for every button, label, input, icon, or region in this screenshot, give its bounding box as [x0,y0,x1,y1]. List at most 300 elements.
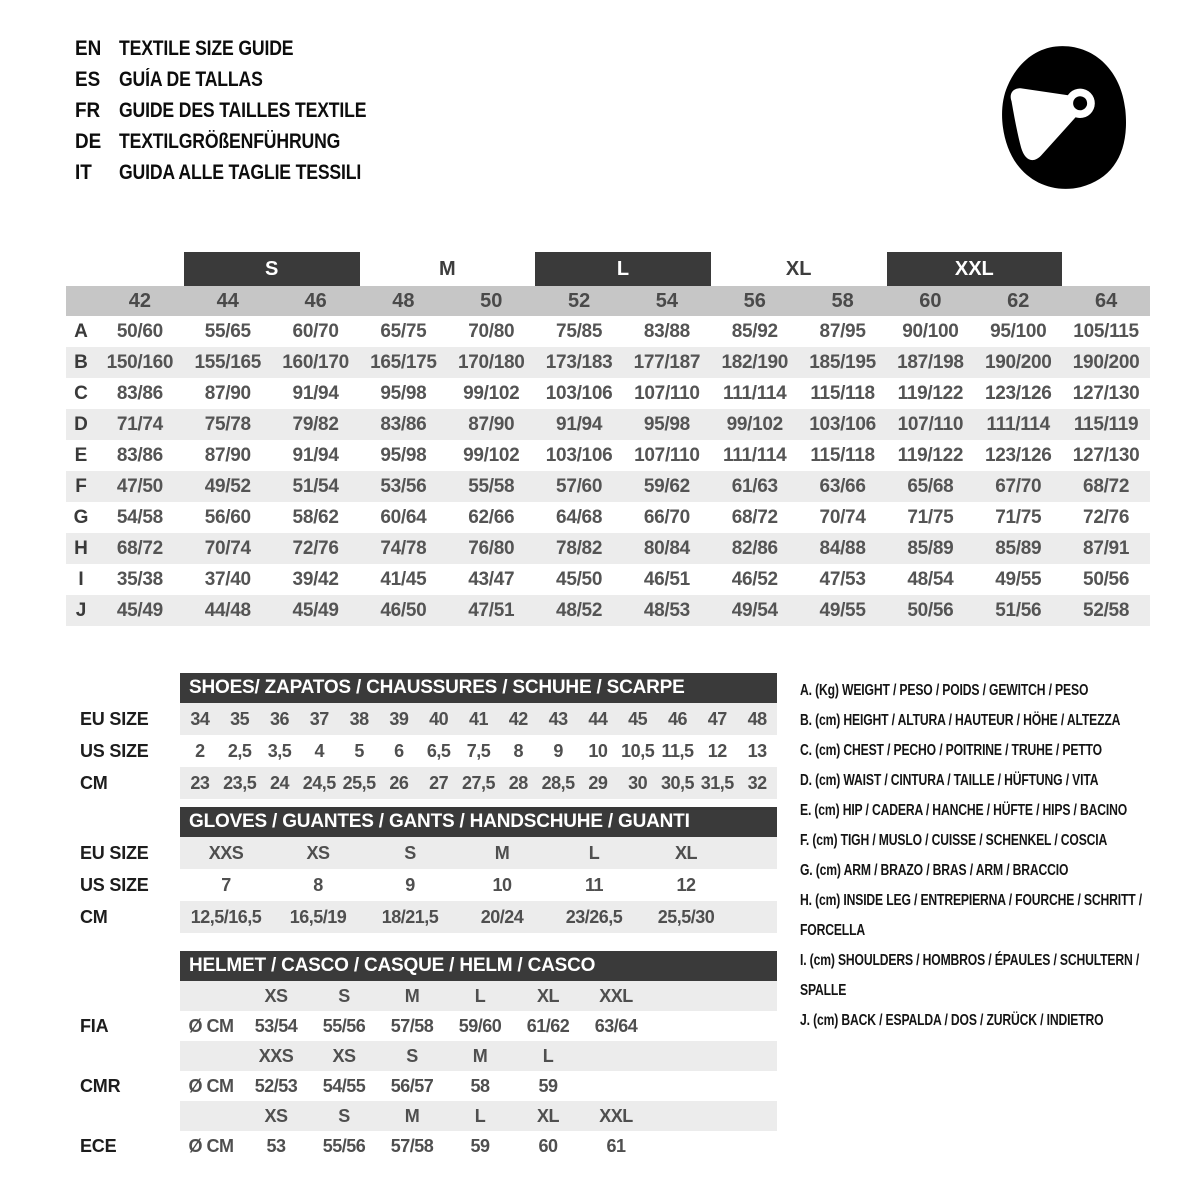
table-cell: 46 [667,708,687,729]
row-cells [180,981,777,1011]
table-cell: 39 [389,708,409,729]
table-cell: 28,5 [541,772,575,793]
size-group-s: S [184,252,360,286]
table-cell: 52/53 [254,1075,298,1096]
size-header-row [80,1101,777,1131]
table-cell: 11,5 [661,740,694,761]
table-cell: 75/78 [204,413,251,435]
language-row [75,126,413,157]
table-cell: 72/76 [1083,506,1130,528]
table-row-label: CM [80,772,108,793]
table-cell: 12,5/16,5 [190,906,262,927]
table-row-label: US SIZE [80,740,149,761]
table-cell: 63/64 [594,1015,638,1036]
row-cells [180,1101,777,1131]
size-column-header: 52 [567,289,591,312]
table-cell: 182/190 [721,351,789,373]
table-cell: 55/56 [322,1015,366,1036]
table-cell: 64/68 [556,506,603,528]
table-cell [180,1101,242,1131]
size-header-cell: S [406,1045,418,1066]
legend-item: C. (cm) CHEST / PECHO / POITRINE / TRUHE / PETTO [800,742,1102,759]
table-cell: 85/92 [731,320,778,342]
table-cell: 173/183 [545,351,613,373]
row-cells [180,1041,777,1071]
table-cell: 49/55 [995,568,1042,590]
table-cell: 60/70 [292,320,339,342]
size-column-header: 54 [655,289,679,312]
table-cell: 119/122 [897,444,964,466]
row-cells [180,837,777,869]
table-cell: XL [674,842,697,863]
table-cell: 79/82 [292,413,339,435]
table-cell: 115/119 [1073,413,1139,435]
language-code: ES [75,67,101,91]
helmet-icon [982,34,1150,206]
table-cell: 35 [230,708,250,729]
row-label: A [74,320,88,342]
table-cell: 44/48 [204,599,251,621]
cells-grid [180,1041,650,1071]
table-cell: 187/198 [897,351,964,373]
table-cell: 46/52 [731,568,778,590]
legend-item: E. (cm) HIP / CADERA / HANCHE / HÜFTE / HIPS / BACINO [800,802,1128,819]
shoes-table [80,672,777,799]
table-cell: 70/80 [468,320,515,342]
table-cell: 119/122 [897,382,964,404]
table-cell: 105/115 [1073,320,1139,342]
table-cell: 165/175 [370,351,437,373]
size-header-cell: L [474,1105,486,1126]
cells-grid [180,837,732,869]
table-cell: 185/195 [809,351,876,373]
table-row [66,409,1150,440]
table-cell: 55/65 [204,320,251,342]
table-cell: 76/80 [468,537,515,559]
size-header-row [80,1041,777,1071]
table-cell: 70/74 [819,506,866,528]
table-cell: 48 [747,708,767,729]
language-code: IT [75,160,92,184]
table-cell: 72/76 [292,537,339,559]
table-cell: 190/200 [1072,351,1140,373]
table-cell: 27 [429,772,449,793]
table-cell: 107/110 [634,444,700,466]
table-cell: 107/110 [897,413,964,435]
table-cell: 47 [707,708,727,729]
table-cell: 12 [707,740,727,761]
size-column-header: 50 [480,289,503,312]
table-cell: 127/130 [1072,382,1140,404]
size-group-xl: XL [785,257,812,280]
table-cell: 61/63 [731,475,778,497]
row-label: I [78,568,84,590]
size-header-cell: XL [536,1105,559,1126]
table-cell: 83/86 [380,413,427,435]
table-cell: 46/51 [643,568,690,590]
table-cell: 87/90 [204,382,251,404]
table-cell: 99/102 [726,413,783,435]
table-cell: 59 [538,1075,558,1096]
table-cell: 44 [588,708,608,729]
table-cell: 95/98 [643,413,690,435]
table-cell: 68/72 [731,506,778,528]
table-row [80,767,777,799]
title-row [80,672,777,703]
row-cells [180,869,777,901]
language-code: DE [75,129,102,153]
size-header-cell: XS [264,985,288,1006]
table-cell: 103/106 [545,382,613,404]
cells-grid [180,1071,650,1101]
table-cell: 99/102 [463,444,520,466]
table-row [66,471,1150,502]
table-cell: 6,5 [426,740,451,761]
size-header-cell: S [338,985,350,1006]
table-cell: 8 [313,874,323,895]
table-cell: 51/56 [995,599,1042,621]
table-row-label: US SIZE [80,874,149,895]
diameter-unit: Ø CM [188,1135,234,1156]
table-cell: 123/126 [984,444,1052,466]
table-cell: 28 [508,772,528,793]
table-cell: 23/26,5 [565,906,623,927]
table-row [66,316,1150,347]
size-header-cell: XXL [599,985,633,1006]
table-cell: 70/74 [204,537,251,559]
table-row [66,347,1150,378]
table-row [66,595,1150,626]
size-group-l: L [535,252,711,286]
table-cell: 7,5 [466,740,491,761]
title-row [80,806,777,837]
table-cell: 45 [628,708,648,729]
table-cell: 10,5 [621,740,655,761]
language-code: EN [75,36,102,60]
diameter-unit: Ø CM [188,1015,234,1036]
table-cell: 18/21,5 [381,906,439,927]
table-cell: 27,5 [461,772,496,793]
size-header-cell: S [338,1105,350,1126]
language-label: GUIDA ALLE TAGLIE TESSILI [119,160,362,184]
size-header-cell: XS [332,1045,356,1066]
table-cell: 95/98 [380,382,427,404]
table-cell: 57/58 [390,1015,434,1036]
language-label: TEXTILE SIZE GUIDE [119,36,294,60]
table-cell: 53/56 [380,475,427,497]
size-column-header: 58 [831,289,854,312]
table-cell: 111/114 [986,413,1050,435]
size-header-cell: M [404,985,420,1006]
table-cell: 60 [538,1135,558,1156]
row-cells [180,735,777,767]
legend-item: A. (Kg) WEIGHT / PESO / POIDS / GEWITCH / PESO [800,682,1089,699]
size-header-row [80,981,777,1011]
size-header-cell: XS [264,1105,288,1126]
row-cells [180,901,777,933]
language-row [75,64,413,95]
table-cell: 2 [195,740,205,761]
table-row-label: EU SIZE [80,842,149,863]
table-row [80,869,777,901]
table-cell: 87/90 [204,444,251,466]
table-cell: 59 [470,1135,490,1156]
table-cell: 10 [588,740,608,761]
table-row [66,440,1150,471]
size-header-cell: M [404,1105,420,1126]
table-cell: 54/58 [116,506,163,528]
cells-grid [180,869,732,901]
table-cell: 41 [468,708,488,729]
row-label: F [75,475,87,497]
cells-grid [180,981,650,1011]
table-cell: 13 [747,740,767,761]
table-cell: 43/47 [468,568,515,590]
table-row [66,533,1150,564]
table-cell: 107/110 [634,382,700,404]
table-cell: 46/50 [380,599,427,621]
table-cell: 5 [354,740,364,761]
row-cells [180,703,777,735]
table-row [66,378,1150,409]
table-cell: 160/170 [282,351,349,373]
table-cell: 56/57 [390,1075,434,1096]
table-row-label: CM [80,906,108,927]
row-label: E [74,444,88,466]
table-cell: 41/45 [380,568,427,590]
size-header-cell: XL [536,985,559,1006]
table-cell: 52/58 [1083,599,1130,621]
table-row [80,837,777,869]
language-label: TEXTILGRÖßENFÜHRUNG [119,129,341,153]
table-cell: 51/54 [292,475,339,497]
table-cell: 170/180 [457,351,525,373]
table-row [80,1071,777,1101]
table-cell: 24 [269,772,289,793]
table-cell: 83/86 [116,444,163,466]
table-cell: 65/68 [907,475,954,497]
table-cell: XS [306,842,330,863]
table-cell: 59/62 [643,475,690,497]
table-cell: 55/56 [322,1135,366,1156]
table-cell: 48/52 [556,599,603,621]
table-cell: 155/165 [194,351,262,373]
table-cell: 25,5 [342,772,376,793]
size-column-header: 48 [392,289,415,312]
cells-grid [180,1011,650,1041]
language-code: FR [75,98,101,122]
cells-grid [180,735,777,767]
table-cell: 111/114 [723,444,787,466]
table-cell [180,1041,242,1071]
textile-size-table [66,252,1150,626]
standard-label: ECE [80,1135,117,1156]
table-cell: 57/58 [390,1135,434,1156]
table-cell: 95/98 [380,444,427,466]
table-cell: 75/85 [556,320,603,342]
language-label: GUÍA DE TALLAS [119,67,263,91]
table-row [80,1131,777,1161]
table-cell: 91/94 [292,382,339,404]
table-cell: 25,5/30 [657,906,715,927]
cells-grid [180,901,732,933]
size-number-row [66,286,1150,316]
title-row [80,950,777,981]
table-row-label [80,1041,180,1071]
table-cell: 20/24 [480,906,524,927]
table-row [80,735,777,767]
size-header-cell: L [542,1045,554,1066]
table-cell: 115/118 [810,382,875,404]
table-cell: 38 [349,708,369,729]
table-cell: 6 [394,740,404,761]
table-cell: 23 [190,772,210,793]
table-cell: 53/54 [254,1015,298,1036]
table-cell: 47/51 [468,599,515,621]
table-cell: 123/126 [984,382,1052,404]
table-cell: 63/66 [819,475,866,497]
table-cell: 8 [513,740,524,761]
table-cell: 34 [190,708,210,729]
row-cells [180,1011,777,1041]
table-cell: 26 [389,772,409,793]
shoes-table-title: SHOES/ ZAPATOS / CHAUSSURES / SCHUHE / SCARPE [180,673,777,703]
cells-grid [180,1101,650,1131]
table-row-label [80,1101,180,1131]
cells-grid [180,1131,650,1161]
table-cell: 54/55 [322,1075,366,1096]
table-cell: 78/82 [556,537,603,559]
row-cells [180,1131,777,1161]
table-cell: S [404,842,416,863]
table-cell: 127/130 [1072,444,1140,466]
measure-rows [66,316,1150,626]
table-row-label: EU SIZE [80,708,149,729]
table-cell: 103/106 [545,444,613,466]
table-row [66,502,1150,533]
table-cell: 91/94 [556,413,603,435]
table-cell: 55/58 [468,475,515,497]
row-label: B [74,351,88,373]
table-cell: 59/60 [458,1015,502,1036]
table-cell: 50/56 [1083,568,1130,590]
table-cell: 91/94 [292,444,339,466]
table-cell: 10 [492,874,512,895]
size-header-cell: XXS [258,1045,294,1066]
language-row [75,95,413,126]
table-row [80,1011,777,1041]
table-cell: M [494,842,510,863]
table-cell: 11 [584,874,604,895]
table-cell: 35/38 [116,568,163,590]
table-cell: 61 [606,1135,626,1156]
language-row [75,157,413,188]
legend-item: B. (cm) HEIGHT / ALTURA / HAUTEUR / HÖHE / ALTEZZA [800,712,1121,729]
table-cell: 49/52 [204,475,251,497]
table-cell: 45/50 [556,568,603,590]
row-label: J [75,599,87,621]
table-row-label [80,950,180,981]
table-cell: 58/62 [292,506,339,528]
table-cell: 177/187 [633,351,701,373]
table-cell: 71/75 [995,506,1042,528]
table-cell: 12 [676,874,696,895]
table-cell: 68/72 [1083,475,1130,497]
table-cell: 9 [553,740,563,761]
gloves-table [80,806,777,933]
table-cell: 36 [269,708,289,729]
table-cell: XXS [208,842,244,863]
row-label: D [74,413,88,435]
size-column-header: 44 [216,289,239,312]
table-cell: 61/62 [526,1015,570,1036]
corner-cell [66,286,96,316]
table-cell: 49/55 [819,599,866,621]
standard-label: FIA [80,1015,109,1036]
language-row [75,33,413,64]
size-column-header: 56 [743,289,766,312]
legend-item: J. (cm) BACK / ESPALDA / DOS / ZURÜCK / INDIETRO [800,1012,1104,1029]
table-cell: 90/100 [902,320,959,342]
standard-label: CMR [80,1075,121,1096]
table-cell: 85/89 [995,537,1042,559]
table-cell: 50/56 [907,599,954,621]
table-cell: 45/49 [116,599,163,621]
language-list [75,33,413,188]
table-cell: L [588,842,600,863]
table-cell: 16,5/19 [289,906,347,927]
row-label: C [74,382,88,404]
table-cell: 71/75 [907,506,954,528]
table-cell: 29 [588,772,608,793]
table-cell: 50/60 [116,320,163,342]
cells-grid [180,703,777,735]
table-cell: 2,5 [227,740,252,761]
bottom-tables [80,672,777,1161]
helmet-table [80,950,777,1161]
size-group-xxl: XXL [887,252,1063,286]
table-cell: 30,5 [660,772,695,793]
table-row [66,564,1150,595]
table-cell: 53 [266,1135,286,1156]
size-column-header: 46 [304,289,327,312]
table-cell: 37 [309,708,329,729]
table-cell: 58 [470,1075,490,1096]
legend-item: H. (cm) INSIDE LEG / ENTREPIERNA / FOURCHE / SCHRITT / FORCELLA [800,892,1142,939]
table-row [80,703,777,735]
row-label: H [74,537,88,559]
table-cell: 37/40 [204,568,251,590]
table-cell: 43 [548,708,568,729]
size-column-header: 62 [1007,289,1030,312]
table-cell: 115/118 [810,444,875,466]
table-cell: 85/89 [907,537,954,559]
table-cell: 190/200 [984,351,1052,373]
table-cell [180,981,242,1011]
table-cell: 9 [405,874,415,895]
table-cell: 62/66 [468,506,515,528]
table-cell: 39/42 [292,568,339,590]
size-group-m: M [438,257,456,280]
table-row-label [80,806,180,837]
table-cell: 47/50 [116,475,163,497]
table-cell: 99/102 [463,382,520,404]
table-cell: 87/90 [468,413,515,435]
table-cell: 84/88 [819,537,866,559]
language-label: GUIDE DES TAILLES TEXTILE [119,98,367,122]
legend-item: G. (cm) ARM / BRAZO / BRAS / ARM / BRACCIO [800,862,1069,879]
table-cell: 40 [429,708,449,729]
